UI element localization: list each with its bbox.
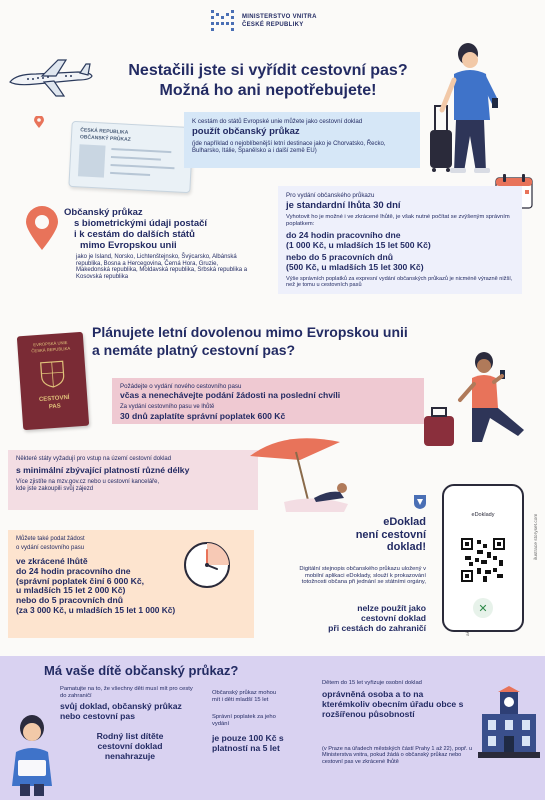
edoklad-title-line-2: není cestovní xyxy=(355,528,426,541)
children-col2-intro: Občanský průkaz mohou mít i děti mladší 15 let xyxy=(212,690,277,703)
express-fee-1-line-2: u mladších 15 let 2 000 Kč) xyxy=(16,585,126,596)
children-col1-note-line-2: cestovní doklad xyxy=(97,740,163,751)
apply-fee: 30 dnů zaplatíte správní poplatek 600 Kč xyxy=(120,410,286,421)
express-intro-line-1: Můžete také podat žádost xyxy=(16,536,85,542)
town-hall-illustration xyxy=(478,686,540,758)
express-headline-line-1: ve zkrácené lhůtě xyxy=(16,555,88,566)
passport-image xyxy=(17,332,89,430)
passport-top-line-2: ČESKÁ REPUBLIKA xyxy=(31,345,71,354)
coat-of-arms-icon xyxy=(39,359,67,389)
id-info-title-3: i k cestám do dalších států xyxy=(74,228,195,240)
location-pin-icon xyxy=(34,116,44,128)
eu-box-intro: K cestám do států Evropské unie můžete jako cestovní doklad xyxy=(192,118,363,125)
passport-label-line-1: CESTOVNÍ xyxy=(38,394,70,404)
airplane-icon xyxy=(6,56,94,100)
children-section xyxy=(0,656,545,800)
side-note-illustrations: ilustrace storyset.com xyxy=(534,513,539,560)
express-fee-2: (za 3 000 Kč, u mladších 15 let 1 000 Kč) xyxy=(16,605,176,616)
children-col2-fee-intro: Správní poplatek za jeho vydání xyxy=(212,714,276,727)
express-option-2: nebo do 5 pracovních dnů xyxy=(16,595,123,606)
children-col3-headline: oprávněná osoba a to na kterémkoliv obecním úřadu obce s rozšířenou působností xyxy=(322,689,464,719)
edoklad-warning-line-3: při cestách do zahraničí xyxy=(328,622,426,633)
express-fee-1-line-1: (správní poplatek činí 6 000 Kč, xyxy=(16,575,144,586)
children-col1-note xyxy=(70,732,190,762)
deadline-option-2-fee: (500 Kč, u mladších 15 let 300 Kč) xyxy=(286,261,424,272)
deadline-express-note: Vyhotovit ho je možné i ve zkrácené lhůtě, je však nutné počítat se zvýšeným správním poplatkem: xyxy=(286,214,510,227)
traveler-illustration xyxy=(420,40,530,180)
edoklad-title-line-1: eDoklad xyxy=(383,516,426,528)
section-2-title xyxy=(92,324,432,358)
id-info-title-1: Občanský průkaz xyxy=(64,207,143,218)
hero-title xyxy=(118,62,418,101)
beach-umbrella-illustration xyxy=(244,432,380,514)
apply-box xyxy=(112,378,424,424)
children-col2-fee: je pouze 100 Kč s platností na 5 let xyxy=(212,733,284,753)
passport-top-line-1: EVROPSKÁ UNIE xyxy=(33,339,68,348)
children-title: Má vaše dítě občanský průkaz? xyxy=(44,663,239,678)
deadline-footnote: Výše správních poplatků za expresní vydání občanských průkazů je nicméně výrazně nižší, než je tomu u cestovních pasů xyxy=(286,275,513,289)
edoklad-title xyxy=(326,516,426,554)
edoklad-warning xyxy=(270,604,426,634)
eu-travel-box xyxy=(184,112,420,168)
state-emblem-icon xyxy=(413,494,427,510)
validity-box xyxy=(8,450,258,510)
children-col1-headline: svůj doklad, občanský průkaz nebo cestovní pas xyxy=(60,701,182,721)
validity-intro: Některé státy vyžadují pro vstup na území cestovní doklad xyxy=(16,456,172,462)
edoklad-title-line-3: doklad! xyxy=(386,541,426,554)
edoklad-body: Digitální stejnopis občanského průkazu uložený v mobilní aplikaci eDoklady, slouží k prokazování totožnosti občana při jednání se státními orgány, xyxy=(299,566,426,586)
close-icon[interactable]: ✕ xyxy=(473,598,493,618)
id-card-image xyxy=(68,121,193,193)
deadline-option-2: nebo do 5 pracovních dnů xyxy=(286,252,393,263)
logo-line-1: MINISTERSTVO VNITRA xyxy=(242,14,317,20)
deadline-box xyxy=(278,186,522,294)
child-reading-illustration xyxy=(4,710,62,798)
apply-intro: Požádejte o vydání nového cestovního pasu xyxy=(120,383,242,390)
children-col1-intro: Pamatujte na to, že všechny děti musí mít pro cesty do zahraničí xyxy=(60,686,193,699)
validity-headline: s minimální zbývající platností různé délky xyxy=(16,464,190,475)
ministry-logo-icon xyxy=(210,8,238,34)
children-col3-intro: Dětem do 15 let vyřizuje osobní doklad xyxy=(322,680,422,686)
deadline-intro: Pro vydání občanského průkazu xyxy=(286,192,375,199)
express-headline-line-2: do 24 hodin pracovního dne xyxy=(16,565,131,576)
map-pin-icon xyxy=(26,206,58,250)
section-2-title-line-1: Plánujete letní dovolenou mimo Evropskou unii xyxy=(92,324,408,340)
validity-note-line-2: kde jste zakoupili svůj zájezd xyxy=(16,485,94,492)
hero-title-line-2: Možná ho ani nepotřebujete! xyxy=(159,82,377,100)
id-info-block xyxy=(64,208,250,281)
children-col1-note-line-3: nenahrazuje xyxy=(104,750,156,761)
apply-headline: včas a nenechávejte podání žádosti na poslední chvíli xyxy=(120,390,341,401)
logo-line-2: ČESKÉ REPUBLIKY xyxy=(242,22,304,28)
apply-sub: Za vydání cestovního pasu ve lhůtě xyxy=(120,404,215,410)
phone-app-label: eDoklady xyxy=(471,512,495,518)
section-2-title-line-2: a nemáte platný cestovní pas? xyxy=(92,342,296,359)
validity-note-line-1: Více zjistíte na mzv.gov.cz nebo u cestovní kanceláře, xyxy=(16,478,160,485)
deadline-option-1-fee: (1 000 Kč, u mladších 15 let 500 Kč) xyxy=(286,240,431,251)
deadline-standard: je standardní lhůta 30 dní xyxy=(286,200,401,212)
clock-icon xyxy=(182,540,232,590)
edoklad-warning-line-2: cestovní doklad xyxy=(361,612,426,623)
eu-box-note: (jde například o nejoblíbenější letní destinace jako je Chorvatsko, Řecko, Bulharsko, Itálie, Španělsko a i další země EU) xyxy=(192,141,386,154)
id-info-title-4: mimo Evropskou unii xyxy=(80,239,177,251)
id-card-line-2: OBČANSKÝ PRŮKAZ xyxy=(79,134,131,143)
id-card-line-1: ČESKÁ REPUBLIKA xyxy=(80,127,129,136)
ministry-logo xyxy=(210,8,360,36)
hero-title-line-1: Nestačili jste si vyřídit cestovní pas? xyxy=(128,62,408,79)
express-intro-line-2: o vydání cestovního pasu xyxy=(16,544,85,551)
phone-mockup xyxy=(442,484,524,632)
qr-code-icon xyxy=(461,538,505,582)
passport-label-line-2: PAS xyxy=(48,403,61,411)
edoklad-warning-line-1: nelze použít jako xyxy=(357,603,426,613)
children-col3-note: (v Praze na úřadech městských částí Prahy 1 až 22), popř. u Ministerstva vnitra, pokud žádá o občanský průkaz nebo cestovní pas ve zkrácené lhůtě xyxy=(322,746,473,765)
id-info-countries: jako je Island, Norsko, Lichtenštejnsko, Švýcarsko, Albánská republika, Bosna a Hercegovina, Černá Hora, Gruzie, Makedonská republika, Moldavská republika, Srbská republika a Kosovská republika xyxy=(76,253,248,281)
woman-with-phone-illustration xyxy=(420,350,530,450)
id-info-title-2: s biometrickými údaji postačí xyxy=(74,217,208,229)
deadline-option-1: do 24 hodin pracovního dne xyxy=(286,230,401,241)
children-col1-note-line-1: Rodný list dítěte xyxy=(96,731,164,741)
eu-box-headline: použít občanský průkaz xyxy=(192,126,300,138)
